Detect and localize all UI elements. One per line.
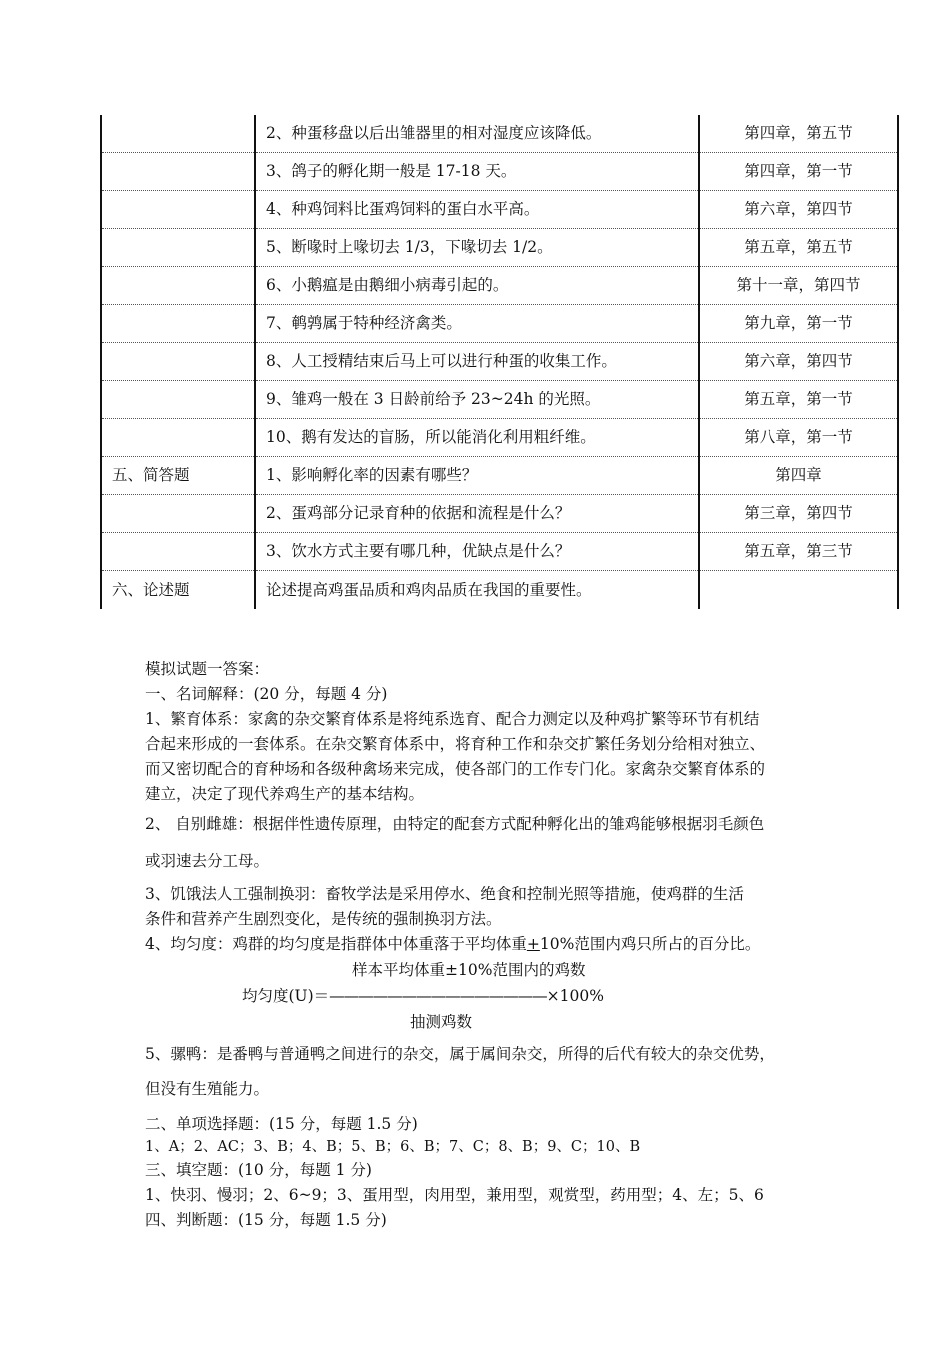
formula-line [242, 984, 604, 1006]
answer-5-line: 但没有生殖能力。 [145, 1080, 270, 1098]
table-row [101, 153, 898, 191]
answer-1-line: 建立，决定了现代养鸡生产的基本结构。 [145, 785, 425, 803]
formula-numerator: 样本平均体重±10%范围内的鸡数 [352, 961, 586, 979]
table-row [101, 115, 898, 153]
section-cell: 五、简答题 [101, 457, 255, 495]
reference-cell: 第四章，第一节 [699, 153, 898, 191]
plus-minus-sign: + [526, 935, 540, 953]
answer-3-line: 条件和营养产生剧烈变化，是传统的强制换羽方法。 [145, 910, 502, 928]
table-row [101, 419, 898, 457]
answer-4-text: 4、均匀度：鸡群的均匀度是指群体中体重落于平均体重 [145, 935, 527, 953]
question-cell: 7、鹌鹑属于特种经济禽类。 [255, 305, 699, 343]
table-row [101, 267, 898, 305]
reference-cell: 第三章，第四节 [699, 495, 898, 533]
question-cell: 3、鸽子的孵化期一般是 17-18 天。 [255, 153, 699, 191]
reference-cell: 第五章，第三节 [699, 533, 898, 571]
question-cell: 6、小鹅瘟是由鹅细小病毒引起的。 [255, 267, 699, 305]
answer-2-line: 2、 自别雌雄：根据伴性遗传原理，由特定的配套方式配种孵化出的雏鸡能够根据羽毛颜色 [145, 815, 765, 833]
question-cell: 8、人工授精结束后马上可以进行种蛋的收集工作。 [255, 343, 699, 381]
question-cell: 1、影响孵化率的因素有哪些？ [255, 457, 699, 495]
section-3-answers: 1、快羽、慢羽；2、6~9；3、蛋用型，肉用型，兼用型，观赏型，药用型；4、左；5、6 [145, 1186, 764, 1204]
question-table-container [100, 115, 877, 609]
reference-cell: 第五章，第一节 [699, 381, 898, 419]
table-row [101, 343, 898, 381]
question-cell: 4、种鸡饲料比蛋鸡饲料的蛋白水平高。 [255, 191, 699, 229]
reference-cell: 第六章，第四节 [699, 343, 898, 381]
answer-2-line: 或羽速去分工母。 [145, 852, 270, 870]
answer-5-line: 5、骡鸭：是番鸭与普通鸭之间进行的杂交，属于属间杂交，所得的后代有较大的杂交优势， [145, 1045, 775, 1063]
answer-1-line: 合起来形成的一套体系。在杂交繁育体系中，将育种工作和杂交扩繁任务划分给相对独立、 [145, 735, 766, 753]
answer-1-line: 1、繁育体系：家禽的杂交繁育体系是将纯系选育、配合力测定以及种鸡扩繁等环节有机结 [145, 710, 760, 728]
question-cell: 论述提高鸡蛋品质和鸡肉品质在我国的重要性。 [255, 571, 699, 610]
section-cell [101, 495, 255, 533]
table-row [101, 191, 898, 229]
section-1-header: 一、名词解释：(20 分，每题 4 分) [145, 685, 388, 703]
question-table [100, 115, 899, 609]
table-row [101, 381, 898, 419]
section-cell [101, 533, 255, 571]
section-4-header: 四、判断题：(15 分，每题 1.5 分) [145, 1211, 387, 1229]
answer-4-line [145, 932, 760, 954]
section-cell [101, 343, 255, 381]
question-cell: 2、蛋鸡部分记录育种的依据和流程是什么？ [255, 495, 699, 533]
section-cell: 六、论述题 [101, 571, 255, 610]
formula-bar: ——————————————— [329, 987, 547, 1005]
reference-cell: 第八章，第一节 [699, 419, 898, 457]
reference-cell: 第五章，第五节 [699, 229, 898, 267]
table-row [101, 229, 898, 267]
answer-4-text-end: 10%范围内鸡只所占的百分比。 [539, 935, 761, 953]
section-2-header: 二、单项选择题：(15 分，每题 1.5 分) [145, 1115, 418, 1133]
reference-cell: 第四章 [699, 457, 898, 495]
reference-cell: 第四章，第五节 [699, 115, 898, 153]
answer-1-line: 而又密切配合的育种场和各级种禽场来完成，使各部门的工作专门化。家禽杂交繁育体系的 [145, 760, 766, 778]
question-cell: 3、饮水方式主要有哪几种，优缺点是什么？ [255, 533, 699, 571]
formula-denominator: 抽测鸡数 [410, 1013, 473, 1031]
formula-multiplier: ×100% [546, 987, 604, 1005]
reference-cell: 第九章，第一节 [699, 305, 898, 343]
answer-3-line: 3、饥饿法人工强制换羽：畜牧学法是采用停水、绝食和控制光照等措施，使鸡群的生活 [145, 885, 744, 903]
section-cell [101, 267, 255, 305]
question-table-body [101, 115, 898, 609]
table-row [101, 533, 898, 571]
section-cell [101, 153, 255, 191]
answer-title: 模拟试题一答案： [145, 660, 270, 678]
table-row [101, 571, 898, 610]
section-cell [101, 115, 255, 153]
section-cell [101, 419, 255, 457]
reference-cell: 第六章，第四节 [699, 191, 898, 229]
reference-cell: 第十一章，第四节 [699, 267, 898, 305]
question-cell: 2、种蛋移盘以后出雏器里的相对湿度应该降低。 [255, 115, 699, 153]
question-cell: 10、鹅有发达的盲肠，所以能消化利用粗纤维。 [255, 419, 699, 457]
table-row [101, 305, 898, 343]
table-row [101, 457, 898, 495]
table-row [101, 495, 898, 533]
question-cell: 5、断喙时上喙切去 1/3，下喙切去 1/2。 [255, 229, 699, 267]
section-cell [101, 229, 255, 267]
section-cell [101, 305, 255, 343]
formula-lhs: 均匀度(U)＝ [242, 987, 330, 1005]
section-cell [101, 191, 255, 229]
question-cell: 9、雏鸡一般在 3 日龄前给予 23~24h 的光照。 [255, 381, 699, 419]
section-2-answers: 1、A；2、AC；3、B；4、B；5、B；6、B；7、C；8、B；9、C；10、B [145, 1139, 641, 1155]
section-cell [101, 381, 255, 419]
section-3-header: 三、填空题：(10 分，每题 1 分) [145, 1161, 372, 1179]
reference-cell [699, 571, 898, 610]
